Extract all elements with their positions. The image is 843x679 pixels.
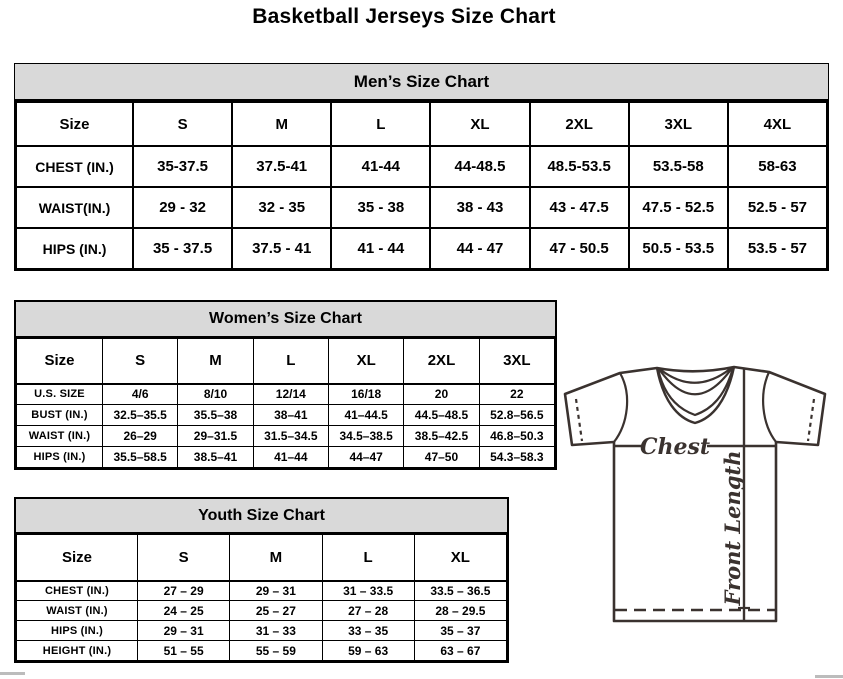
mens-chart-title: Men’s Size Chart	[15, 64, 828, 101]
womens-table	[16, 338, 555, 468]
mens-data-row	[16, 187, 827, 228]
womens-header-cell: 2XL	[404, 339, 479, 384]
womens-header-cell: M	[178, 339, 253, 384]
mens-value-cell: 41 - 44	[331, 228, 430, 269]
youth-data-row	[17, 601, 507, 621]
womens-value-cell: 41–44.5	[328, 405, 403, 426]
womens-value-cell: 16/18	[328, 384, 403, 405]
youth-value-cell: 24 – 25	[138, 601, 230, 621]
youth-value-cell: 27 – 28	[322, 601, 414, 621]
womens-value-cell: 47–50	[404, 447, 479, 468]
youth-row-label: HEIGHT (IN.)	[17, 641, 138, 661]
mens-header-cell: Size	[16, 102, 133, 146]
youth-header-cell: L	[322, 535, 414, 581]
womens-row-label: HIPS (IN.)	[17, 447, 103, 468]
jersey-outline	[565, 367, 825, 621]
mens-row-label: HIPS (IN.)	[16, 228, 133, 269]
womens-value-cell: 44–47	[328, 447, 403, 468]
mens-header-cell: S	[133, 102, 232, 146]
youth-header-cell: S	[138, 535, 230, 581]
womens-value-cell: 34.5–38.5	[328, 426, 403, 447]
horizontal-scrollbar-fragment-left[interactable]	[0, 672, 25, 675]
womens-header-row	[17, 339, 555, 384]
mens-value-cell: 53.5-58	[629, 146, 728, 187]
womens-value-cell: 26–29	[103, 426, 178, 447]
youth-data-row	[17, 621, 507, 641]
mens-row-label: WAIST(IN.)	[16, 187, 133, 228]
womens-value-cell: 44.5–48.5	[404, 405, 479, 426]
youth-row-label: HIPS (IN.)	[17, 621, 138, 641]
womens-row-label: BUST (IN.)	[17, 405, 103, 426]
mens-value-cell: 50.5 - 53.5	[629, 228, 728, 269]
mens-value-cell: 35 - 38	[331, 187, 430, 228]
youth-value-cell: 33 – 35	[322, 621, 414, 641]
mens-value-cell: 44-48.5	[430, 146, 529, 187]
mens-header-row	[16, 102, 827, 146]
mens-header-cell: 4XL	[728, 102, 827, 146]
youth-value-cell: 31 – 33	[230, 621, 322, 641]
mens-data-row	[16, 228, 827, 269]
youth-header-cell: Size	[17, 535, 138, 581]
womens-value-cell: 29–31.5	[178, 426, 253, 447]
mens-value-cell: 29 - 32	[133, 187, 232, 228]
mens-value-cell: 37.5-41	[232, 146, 331, 187]
womens-value-cell: 22	[479, 384, 554, 405]
womens-value-cell: 52.8–56.5	[479, 405, 554, 426]
youth-header-cell: M	[230, 535, 322, 581]
womens-value-cell: 38.5–42.5	[404, 426, 479, 447]
front-length-label: Front Length	[720, 450, 745, 606]
womens-value-cell: 8/10	[178, 384, 253, 405]
youth-value-cell: 25 – 27	[230, 601, 322, 621]
womens-value-cell: 32.5–35.5	[103, 405, 178, 426]
jersey-measurement-diagram	[556, 356, 838, 631]
womens-header-cell: L	[253, 339, 328, 384]
youth-table	[16, 534, 507, 661]
youth-header-cell: XL	[414, 535, 506, 581]
mens-value-cell: 32 - 35	[232, 187, 331, 228]
womens-value-cell: 35.5–58.5	[103, 447, 178, 468]
womens-value-cell: 31.5–34.5	[253, 426, 328, 447]
mens-value-cell: 35-37.5	[133, 146, 232, 187]
mens-data-row	[16, 146, 827, 187]
womens-value-cell: 54.3–58.3	[479, 447, 554, 468]
youth-value-cell: 29 – 31	[138, 621, 230, 641]
womens-value-cell: 41–44	[253, 447, 328, 468]
youth-row-label: CHEST (IN.)	[17, 581, 138, 601]
mens-value-cell: 44 - 47	[430, 228, 529, 269]
jersey-diagram-svg	[556, 356, 838, 631]
youth-value-cell: 51 – 55	[138, 641, 230, 661]
youth-header-row	[17, 535, 507, 581]
mens-value-cell: 43 - 47.5	[530, 187, 629, 228]
youth-value-cell: 35 – 37	[414, 621, 506, 641]
mens-value-cell: 41-44	[331, 146, 430, 187]
youth-value-cell: 29 – 31	[230, 581, 322, 601]
womens-value-cell: 35.5–38	[178, 405, 253, 426]
womens-header-cell: XL	[328, 339, 403, 384]
mens-row-label: CHEST (IN.)	[16, 146, 133, 187]
youth-chart-title: Youth Size Chart	[16, 499, 507, 534]
youth-size-chart	[14, 497, 509, 663]
womens-value-cell: 4/6	[103, 384, 178, 405]
womens-header-cell: S	[103, 339, 178, 384]
mens-header-cell: 3XL	[629, 102, 728, 146]
womens-size-chart	[14, 300, 557, 470]
womens-data-row	[17, 405, 555, 426]
womens-row-label: U.S. SIZE	[17, 384, 103, 405]
mens-header-cell: 2XL	[530, 102, 629, 146]
youth-value-cell: 59 – 63	[322, 641, 414, 661]
mens-table	[15, 101, 828, 270]
page-title: Basketball Jerseys Size Chart	[252, 5, 556, 28]
mens-header-cell: M	[232, 102, 331, 146]
womens-data-row	[17, 384, 555, 405]
youth-value-cell: 31 – 33.5	[322, 581, 414, 601]
mens-header-cell: L	[331, 102, 430, 146]
mens-value-cell: 53.5 - 57	[728, 228, 827, 269]
womens-data-row	[17, 426, 555, 447]
mens-size-chart	[14, 63, 829, 271]
mens-value-cell: 48.5-53.5	[530, 146, 629, 187]
womens-value-cell: 46.8–50.3	[479, 426, 554, 447]
mens-value-cell: 52.5 - 57	[728, 187, 827, 228]
youth-value-cell: 33.5 – 36.5	[414, 581, 506, 601]
womens-data-row	[17, 447, 555, 468]
mens-value-cell: 35 - 37.5	[133, 228, 232, 269]
womens-row-label: WAIST (IN.)	[17, 426, 103, 447]
horizontal-scrollbar-fragment-right[interactable]	[815, 675, 843, 678]
mens-value-cell: 38 - 43	[430, 187, 529, 228]
youth-value-cell: 63 – 67	[414, 641, 506, 661]
chest-label: Chest	[639, 434, 711, 460]
youth-value-cell: 55 – 59	[230, 641, 322, 661]
womens-value-cell: 20	[404, 384, 479, 405]
womens-value-cell: 12/14	[253, 384, 328, 405]
youth-data-row	[17, 641, 507, 661]
womens-value-cell: 38.5–41	[178, 447, 253, 468]
womens-header-cell: 3XL	[479, 339, 554, 384]
mens-value-cell: 37.5 - 41	[232, 228, 331, 269]
youth-data-row	[17, 581, 507, 601]
youth-value-cell: 28 – 29.5	[414, 601, 506, 621]
mens-value-cell: 58-63	[728, 146, 827, 187]
womens-value-cell: 38–41	[253, 405, 328, 426]
mens-header-cell: XL	[430, 102, 529, 146]
youth-row-label: WAIST (IN.)	[17, 601, 138, 621]
mens-value-cell: 47.5 - 52.5	[629, 187, 728, 228]
youth-value-cell: 27 – 29	[138, 581, 230, 601]
womens-chart-title: Women’s Size Chart	[16, 302, 555, 338]
mens-value-cell: 47 - 50.5	[530, 228, 629, 269]
womens-header-cell: Size	[17, 339, 103, 384]
